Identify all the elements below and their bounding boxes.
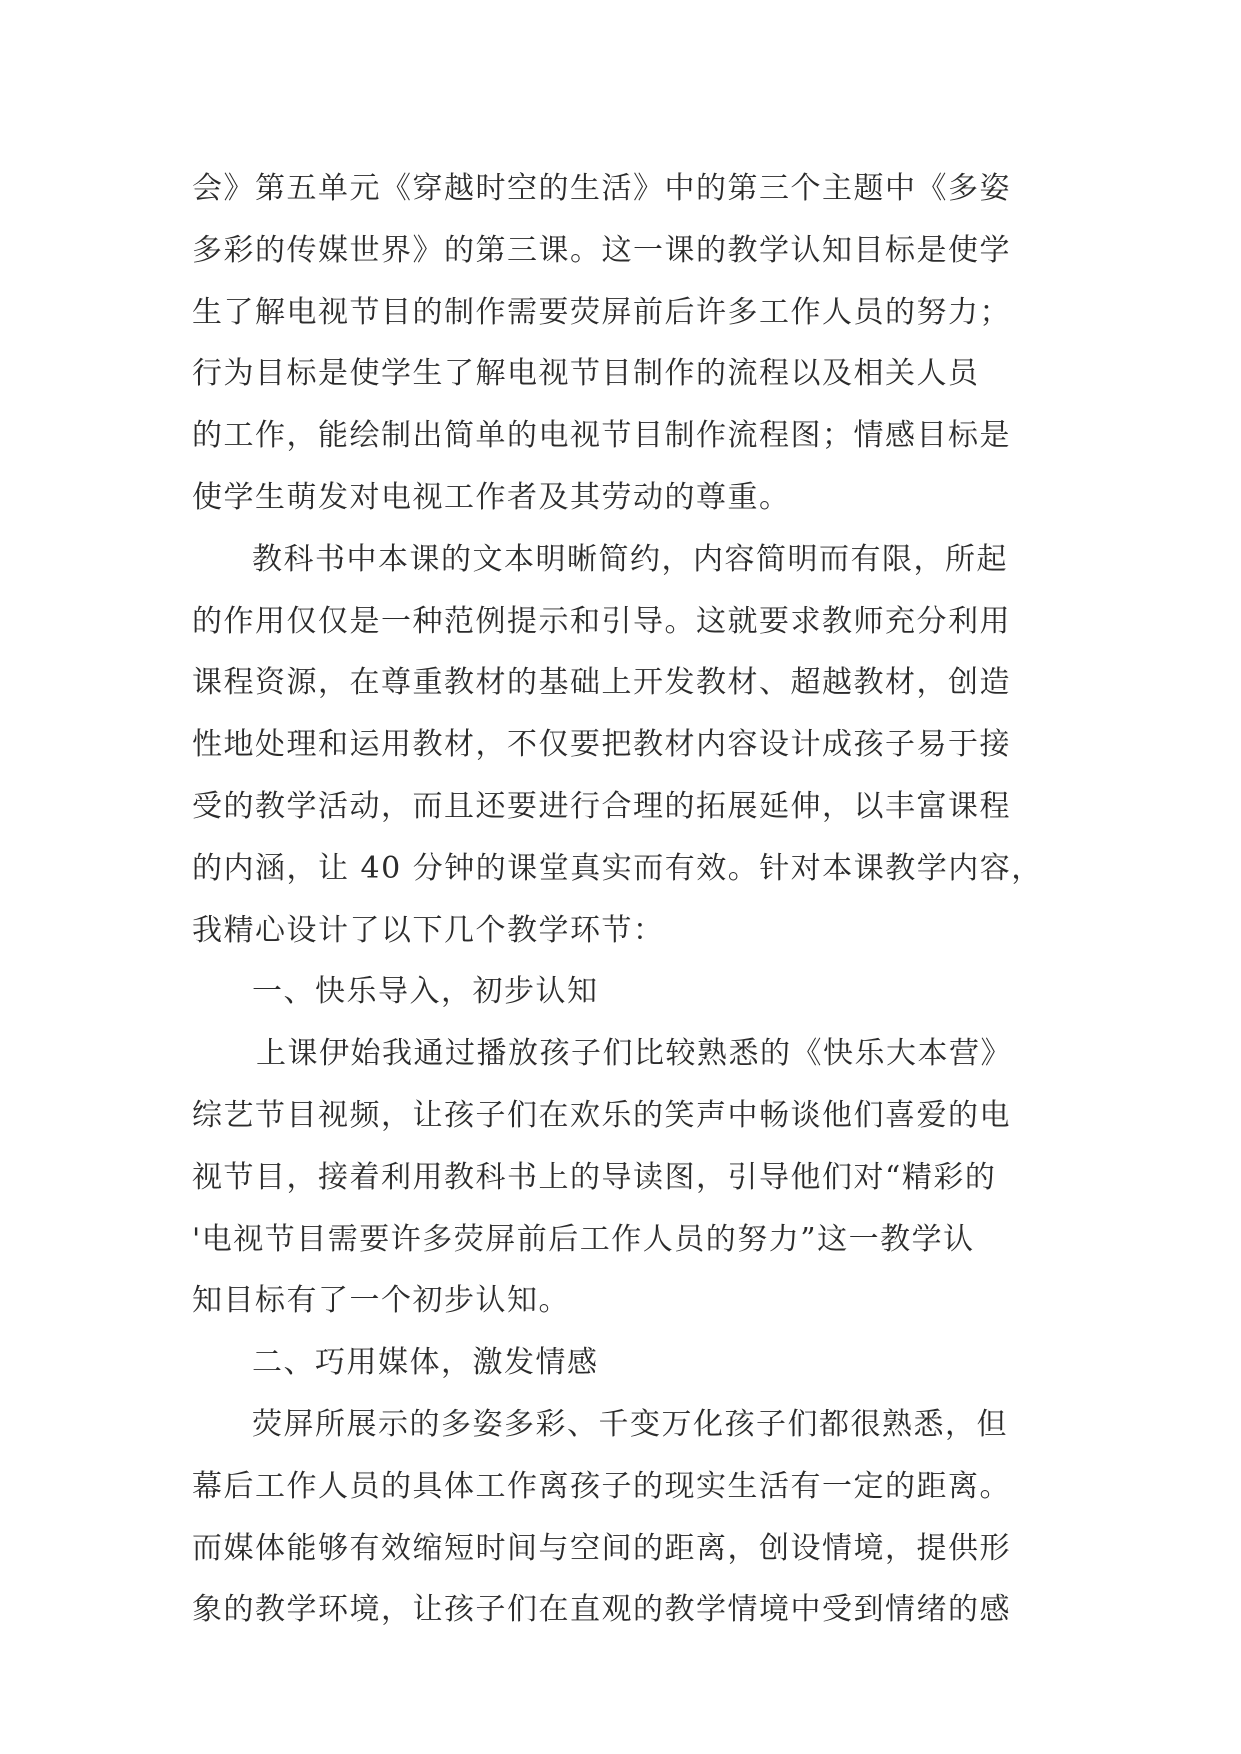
text-line: 而媒体能够有效缩短时间与空间的距离，创设情境，提供形 <box>192 1530 1011 1566</box>
text-line: 生了解电视节目的制作需要荧屏前后许多工作人员的努力； <box>192 294 1011 330</box>
text-line: 课程资源，在尊重教材的基础上开发教材、超越教材，创造 <box>192 665 1011 701</box>
text-line: 的工作，能绘制出简单的电视节目制作流程图；情感目标是 <box>192 418 1011 454</box>
text-line: 的作用仅仅是一种范例提示和引导。这就要求教师充分利用 <box>192 603 1011 639</box>
text-line: 行为目标是使学生了解电视节目制作的流程以及相关人员 <box>192 356 980 392</box>
paragraph-start-line: 上课伊始我通过播放孩子们比较熟悉的《快乐大本营》 <box>256 1036 1012 1072</box>
text-line: 视节目，接着利用教科书上的导读图，引导他们对“精彩的 <box>192 1159 997 1195</box>
paragraph-start-line: 荧屏所展示的多姿多彩、千变万化孩子们都很熟悉，但 <box>252 1406 1008 1442</box>
text-line: 知目标有了一个初步认知。 <box>192 1283 570 1319</box>
section-heading: 二、巧用媒体，激发情感 <box>252 1345 599 1381</box>
text-line: 多彩的传媒世界》的第三课。这一课的教学认知目标是使学 <box>192 232 1011 268</box>
text-line: 受的教学活动，而且还要进行合理的拓展延伸，以丰富课程 <box>192 788 1011 824</box>
text-line: '电视节目需要许多荧屏前后工作人员的努力”这一教学认 <box>192 1221 975 1257</box>
text-line: 我精心设计了以下几个教学环节： <box>192 912 665 948</box>
section-heading: 一、快乐导入，初步认知 <box>252 974 599 1010</box>
text-line: 的内涵，让 40 分钟的课堂真实而有效。针对本课教学内容， <box>192 850 1043 886</box>
text-line: 幕后工作人员的具体工作离孩子的现实生活有一定的距离。 <box>192 1468 1011 1504</box>
text-line: 使学生萌发对电视工作者及其劳动的尊重。 <box>192 479 791 515</box>
paragraph-start-line: 教科书中本课的文本明晰简约，内容简明而有限，所起 <box>252 541 1008 577</box>
text-line: 综艺节目视频，让孩子们在欢乐的笑声中畅谈他们喜爱的电 <box>192 1097 1011 1133</box>
body-text <box>192 158 1052 1641</box>
text-line: 性地处理和运用教材，不仅要把教材内容设计成孩子易于接 <box>192 727 1011 763</box>
text-line: 会》第五单元《穿越时空的生活》中的第三个主题中《多姿 <box>192 171 1011 206</box>
text-line: 象的教学环境，让孩子们在直观的教学情境中受到情绪的感 <box>192 1592 1011 1628</box>
